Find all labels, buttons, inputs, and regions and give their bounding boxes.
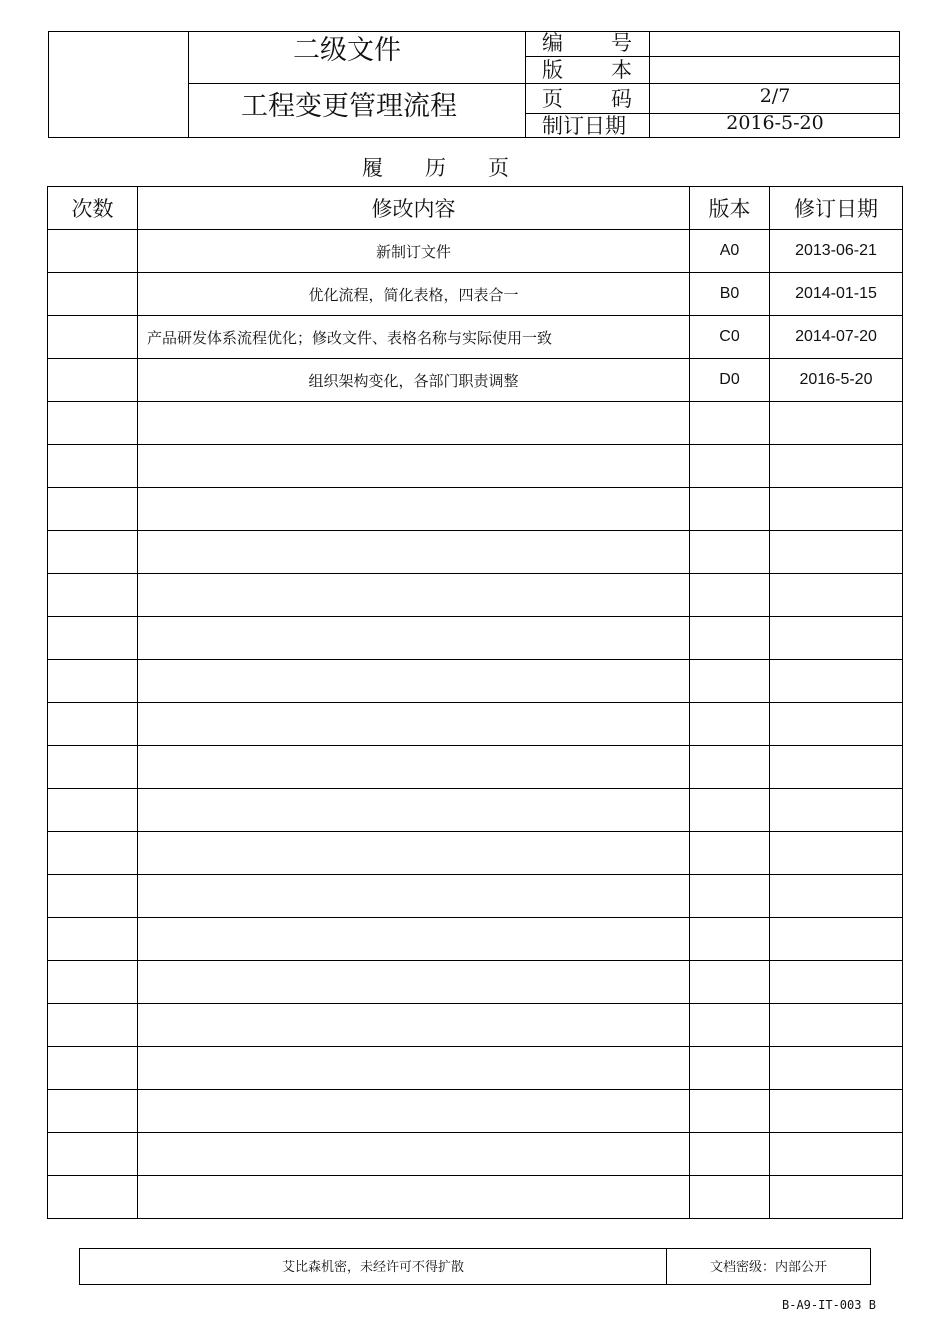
cell-content — [138, 746, 690, 789]
table-row-blank — [48, 445, 903, 488]
cell-content — [138, 531, 690, 574]
column-header-count: 次数 — [48, 187, 138, 230]
cell-version — [690, 531, 770, 574]
cell-version — [690, 789, 770, 832]
cell-version — [690, 445, 770, 488]
table-row — [48, 316, 903, 359]
cell-version — [690, 703, 770, 746]
cell-version — [690, 402, 770, 445]
cell-version — [690, 574, 770, 617]
cell-date — [770, 617, 903, 660]
table-row-blank — [48, 402, 903, 445]
cell-version: D0 — [690, 359, 770, 402]
cell-count — [48, 574, 138, 617]
cell-date — [770, 660, 903, 703]
cell-version — [690, 918, 770, 961]
cell-content — [138, 1133, 690, 1176]
table-row-blank — [48, 574, 903, 617]
column-header-version: 版本 — [690, 187, 770, 230]
cell-date — [770, 703, 903, 746]
cell-date — [770, 789, 903, 832]
cell-count — [48, 488, 138, 531]
cell-count — [48, 531, 138, 574]
table-row — [48, 359, 903, 402]
cell-content: 优化流程，简化表格，四表合一 — [138, 273, 690, 316]
table-row — [48, 230, 903, 273]
cell-content — [138, 875, 690, 918]
cell-date: 2014-07-20 — [770, 316, 903, 359]
cell-content — [138, 789, 690, 832]
cell-date — [770, 488, 903, 531]
cell-date — [770, 1133, 903, 1176]
table-row-blank — [48, 1004, 903, 1047]
cell-count — [48, 703, 138, 746]
cell-content — [138, 1047, 690, 1090]
cell-count — [48, 617, 138, 660]
cell-date — [770, 531, 903, 574]
cell-content — [138, 961, 690, 1004]
cell-content — [138, 703, 690, 746]
cell-date: 2013-06-21 — [770, 230, 903, 273]
table-row-blank — [48, 1176, 903, 1219]
cell-version — [690, 660, 770, 703]
cell-count — [48, 1133, 138, 1176]
cell-version — [690, 832, 770, 875]
cell-count — [48, 273, 138, 316]
confidential-notice: 艾比森机密，未经许可不得扩散 — [281, 1260, 464, 1275]
cell-date — [770, 402, 903, 445]
cell-content — [138, 1176, 690, 1219]
document-code: B-A9-IT-003 B — [782, 1298, 876, 1312]
table-row — [48, 273, 903, 316]
cell-content — [138, 488, 690, 531]
cell-version — [690, 1004, 770, 1047]
label-page-1: 页 — [542, 87, 563, 111]
cell-content — [138, 918, 690, 961]
table-row-blank — [48, 703, 903, 746]
column-header-date: 修订日期 — [770, 187, 903, 230]
cell-version — [690, 1090, 770, 1133]
label-version-1: 版 — [542, 58, 563, 82]
page-footer — [79, 1248, 871, 1285]
table-row-blank — [48, 875, 903, 918]
cell-content: 新制订文件 — [138, 230, 690, 273]
revision-history-table — [47, 186, 903, 1219]
cell-content — [138, 1004, 690, 1047]
cell-date — [770, 746, 903, 789]
table-row-blank — [48, 488, 903, 531]
cell-content — [138, 617, 690, 660]
cell-count — [48, 230, 138, 273]
cell-count — [48, 1047, 138, 1090]
table-row-blank — [48, 531, 903, 574]
cell-count — [48, 402, 138, 445]
header-divider — [188, 32, 189, 137]
security-level: 文档密级：内部公开 — [709, 1260, 827, 1275]
header-divider — [525, 56, 899, 57]
cell-count — [48, 789, 138, 832]
cell-content — [138, 445, 690, 488]
cell-date — [770, 1090, 903, 1133]
cell-date — [770, 445, 903, 488]
table-row-blank — [48, 961, 903, 1004]
table-row-blank — [48, 660, 903, 703]
document-header — [48, 31, 900, 138]
cell-date — [770, 1176, 903, 1219]
table-row-blank — [48, 746, 903, 789]
cell-version — [690, 488, 770, 531]
table-header-row — [48, 187, 903, 230]
cell-version: A0 — [690, 230, 770, 273]
cell-count — [48, 875, 138, 918]
cell-date — [770, 875, 903, 918]
cell-version — [690, 1047, 770, 1090]
table-row-blank — [48, 789, 903, 832]
history-title-char: 页 — [488, 156, 509, 180]
table-row-blank — [48, 832, 903, 875]
cell-count — [48, 961, 138, 1004]
cell-count — [48, 1090, 138, 1133]
cell-date — [770, 1004, 903, 1047]
table-body — [48, 230, 903, 1219]
cell-date: 2014-01-15 — [770, 273, 903, 316]
cell-count — [48, 746, 138, 789]
history-page-title — [362, 152, 551, 182]
cell-content — [138, 1090, 690, 1133]
cell-date: 2016-5-20 — [770, 359, 903, 402]
cell-count — [48, 1004, 138, 1047]
cell-content — [138, 832, 690, 875]
history-title-char: 历 — [425, 156, 446, 180]
header-divider — [525, 32, 526, 137]
cell-date — [770, 574, 903, 617]
cell-version — [690, 961, 770, 1004]
cell-version: B0 — [690, 273, 770, 316]
table-row-blank — [48, 1047, 903, 1090]
cell-content — [138, 660, 690, 703]
cell-version — [690, 617, 770, 660]
cell-version — [690, 746, 770, 789]
label-page-2: 码 — [611, 87, 632, 111]
cell-date — [770, 832, 903, 875]
document-level: 二级文件 — [293, 35, 401, 66]
cell-count — [48, 316, 138, 359]
cell-count — [48, 660, 138, 703]
table-row-blank — [48, 1090, 903, 1133]
column-header-content: 修改内容 — [138, 187, 690, 230]
label-rev-date: 制订日期 — [542, 114, 626, 138]
cell-count — [48, 832, 138, 875]
cell-count — [48, 445, 138, 488]
cell-date — [770, 961, 903, 1004]
cell-content — [138, 402, 690, 445]
history-title-char: 履 — [362, 156, 383, 180]
cell-version — [690, 1176, 770, 1219]
cell-version — [690, 875, 770, 918]
table-row-blank — [48, 918, 903, 961]
cell-content — [138, 574, 690, 617]
cell-date — [770, 1047, 903, 1090]
cell-version: C0 — [690, 316, 770, 359]
cell-count — [48, 1176, 138, 1219]
label-version-2: 本 — [611, 58, 632, 82]
cell-version — [690, 1133, 770, 1176]
cell-count — [48, 359, 138, 402]
cell-count — [48, 918, 138, 961]
cell-content: 组织架构变化，各部门职责调整 — [138, 359, 690, 402]
cell-content: 产品研发体系流程优化；修改文件、表格名称与实际使用一致 — [138, 316, 690, 359]
value-rev-date: 2016-5-20 — [726, 112, 824, 134]
value-page: 2/7 — [759, 85, 791, 107]
label-doc-no-1: 编 — [542, 31, 563, 55]
table-row-blank — [48, 617, 903, 660]
table-row-blank — [48, 1133, 903, 1176]
process-name: 工程变更管理流程 — [241, 91, 457, 122]
cell-date — [770, 918, 903, 961]
label-doc-no-2: 号 — [611, 31, 632, 55]
